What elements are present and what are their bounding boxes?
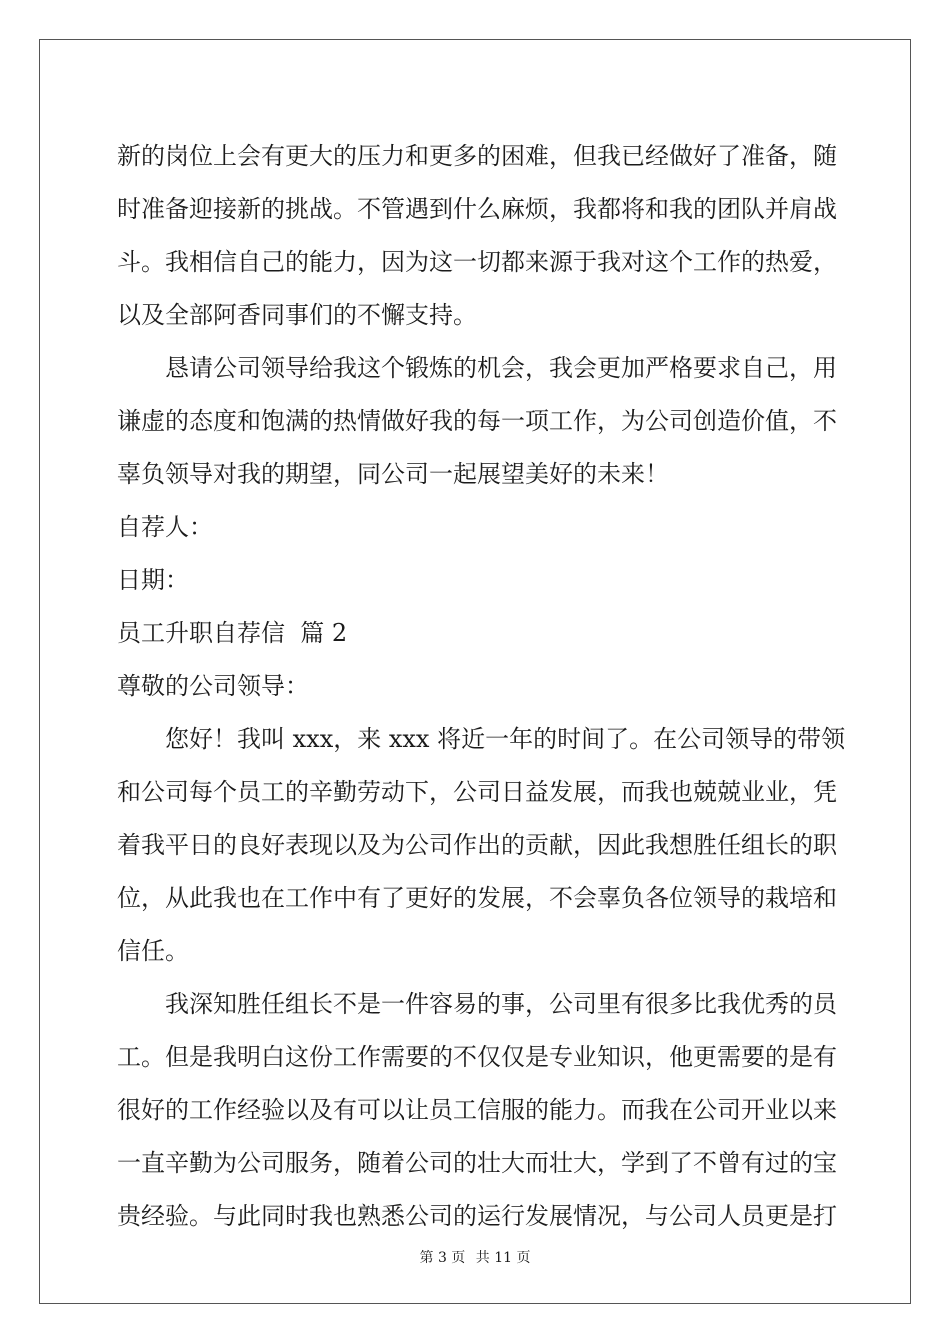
- paragraph-line: 斗。我相信自己的能力，因为这一切都来源于我对这个工作的热爱，: [117, 248, 837, 276]
- date-label: 日期：: [117, 566, 189, 594]
- paragraph-line: 新的岗位上会有更大的压力和更多的困难，但我已经做好了准备，随: [117, 142, 837, 170]
- paragraph-line: 信任。: [117, 937, 189, 965]
- paragraph-line: 贵经验。与此同时我也熟悉公司的运行发展情况，与公司人员更是打: [117, 1202, 837, 1230]
- paragraph-line: 着我平日的良好表现以及为公司作出的贡献，因此我想胜任组长的职: [117, 831, 837, 859]
- paragraph-line: 和公司每个员工的辛勤劳动下，公司日益发展，而我也兢兢业业，凭: [117, 778, 837, 806]
- signature-label: 自荐人：: [117, 513, 213, 541]
- paragraph-line: 我深知胜任组长不是一件容易的事，公司里有很多比我优秀的员: [165, 990, 837, 1018]
- section-title: 员工升职自荐信 篇 2: [117, 619, 348, 647]
- paragraph-line: 您好！我叫 xxx，来 xxx 将近一年的时间了。在公司领导的带领: [165, 725, 846, 753]
- paragraph-line: 位，从此我也在工作中有了更好的发展，不会辜负各位领导的栽培和: [117, 884, 837, 912]
- paragraph-line: 以及全部阿香同事们的不懈支持。: [117, 301, 477, 329]
- paragraph-line: 一直辛勤为公司服务，随着公司的壮大而壮大，学到了不曾有过的宝: [117, 1149, 837, 1177]
- salutation: 尊敬的公司领导：: [117, 672, 309, 700]
- page-number: 第 3 页: [419, 1250, 466, 1266]
- page-total: 共 11 页: [475, 1250, 531, 1266]
- paragraph-line: 谦虚的态度和饱满的热情做好我的每一项工作，为公司创造价值，不: [117, 407, 837, 435]
- paragraph-line: 时准备迎接新的挑战。不管遇到什么麻烦，我都将和我的团队并肩战: [117, 195, 837, 223]
- paragraph-line: 辜负领导对我的期望，同公司一起展望美好的未来！: [117, 460, 669, 488]
- paragraph-line: 恳请公司领导给我这个锻炼的机会，我会更加严格要求自己，用: [165, 354, 837, 382]
- page-footer: [0, 1247, 950, 1267]
- paragraph-line: 很好的工作经验以及有可以让员工信服的能力。而我在公司开业以来: [117, 1096, 837, 1124]
- paragraph-line: 工。但是我明白这份工作需要的不仅仅是专业知识，他更需要的是有: [117, 1043, 837, 1071]
- document-body: [117, 130, 846, 1243]
